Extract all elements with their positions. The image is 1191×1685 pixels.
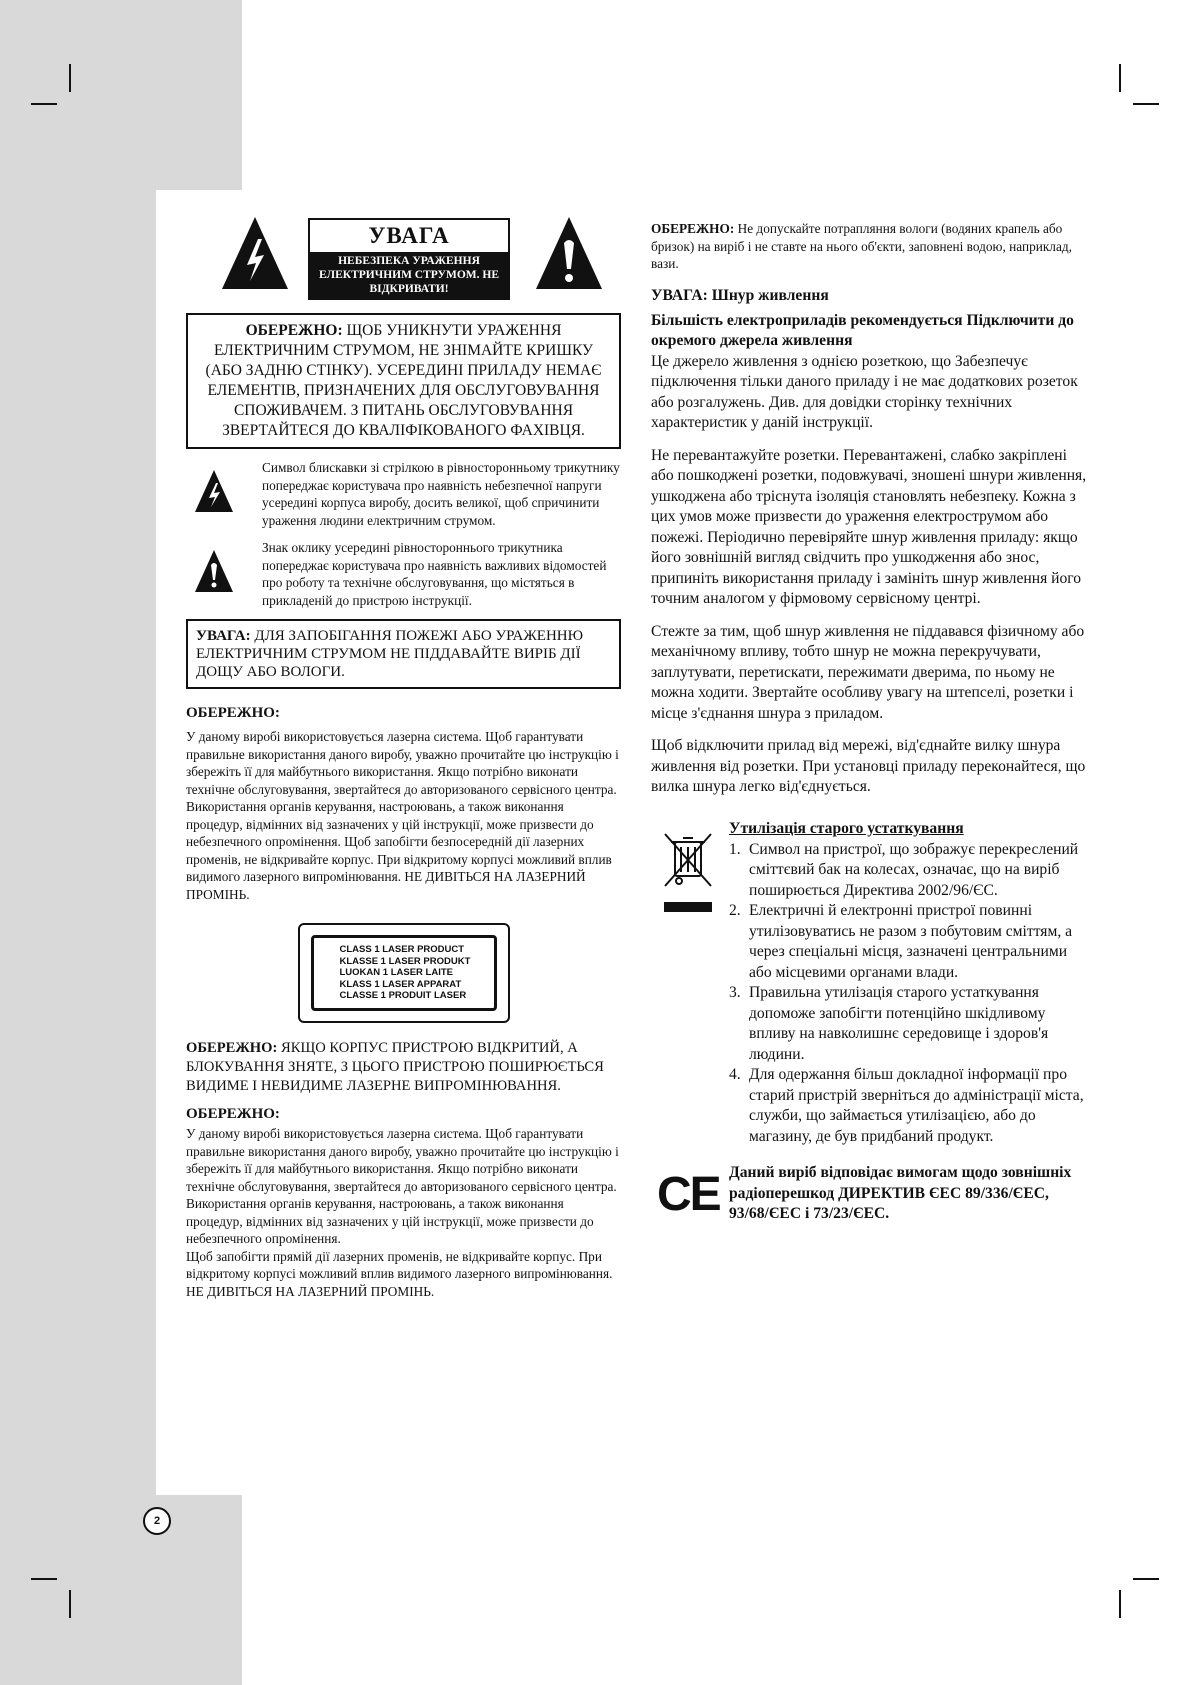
open-case-warning bbox=[186, 1039, 621, 1096]
laser-caution-2-text: У даному виробі використовується лазерна система. Щоб гарантувати правильне використання даного виробу, уважно прочитайте цю інструкцію і збережіть її для майбутнього використання. Якщо потрібно виконати технічне обслуговування, звертайтеся до авторизованого сервісного центра. Використання органів керування, настроювань, а також виконання процедур, відмінних від зазначених у цій інструкції, може призвести до небезпечного опромінення. bbox=[186, 1126, 619, 1246]
ce-text: Даний виріб відповідає вимогам щодо зовнішніх радіоперешкод ДИРЕКТИВ ЄЕС 89/336/ЄЕС, 93/68/ЄЕС і 73/23/ЄЕС. bbox=[729, 1164, 1072, 1222]
disposal-item bbox=[729, 840, 1089, 902]
moisture-text: Не допускайте потрапляння вологи (водяних крапель або бризок) на виріб і не ставте на нього об'єкти, заповнені водою, наприклад, вази. bbox=[651, 221, 1072, 271]
laser-caution-text: У даному виробі використовується лазерна система. Щоб гарантувати правильне використання даного виробу, уважно прочитайте цю інструкцію і збережіть її для майбутнього використання. Якщо потрібно виконати технічне обслуговування, звертайтеся до авторизованого сервісного центра. Використання органів керування, настроювань, а також виконання процедур, відмінних від зазначених у цій інструкції, може призвести до небезпечного опромінення. Щоб запобігти безпосередній дії лазерних променів, не відкривайте корпус. При відкритому корпусі можливий вплив видимого лазерного випромінювання. НЕ ДИВІТЬСЯ НА ЛАЗЕРНИЙ ПРОМІНЬ. bbox=[186, 729, 619, 902]
laser-caution-2 bbox=[186, 1106, 621, 1300]
lightning-triangle-icon bbox=[220, 215, 290, 291]
open-case-text: ЯКЩО КОРПУС ПРИСТРОЮ ВІДКРИТИЙ, А БЛОКУВАННЯ ЗНЯТЕ, З ЦЬОГО ПРИСТРОЮ ПОШИРЮЄТЬСЯ ВИДИМЕ І НЕВИДИМЕ ЛАЗЕРНЕ ВИПРОМІНЮВАННЯ. bbox=[186, 1040, 604, 1094]
crop-mark bbox=[1119, 64, 1121, 92]
power-paragraph-2: Не перевантажуйте розетки. Перевантажені, слабко закріплені або пошкоджені розетки, подовжувачі, зношені шнури живлення, ушкоджена або тріснута ізоляція становлять небезпеку. Кожна з цих умов може призвести до ураження електрострумом або пожежі. Періодично перевіряйте шнур живлення приладу: якщо його зовнішній вигляд свідчить про ушкодження або знос, припиніть використання приладу і замініть шнур живлення його точним аналогом у фірмовому сервісному центрі. bbox=[651, 446, 1087, 607]
laser-label-line: LUOKAN 1 LASER LAITE bbox=[339, 967, 453, 979]
crop-mark bbox=[31, 1578, 57, 1580]
fire-lead: УВАГА: bbox=[196, 628, 251, 644]
disposal-item-text: Електричні й електронні пристрої повинні утилізовуватись не разом з побутовим сміттям, а через спеціальні місця, зазначені центральними або місцевими органами влади. bbox=[749, 902, 1073, 981]
warning-box bbox=[308, 218, 510, 300]
lightning-small-icon bbox=[194, 469, 234, 513]
disposal-item-number: 4. bbox=[729, 1066, 741, 1083]
laser-class-label bbox=[298, 923, 510, 1023]
warning-subtitle: НЕБЕЗПЕКА УРАЖЕННЯ ЕЛЕКТРИЧНИМ СТРУМОМ. НЕ ВІДКРИВАТИ! bbox=[319, 255, 499, 295]
disposal-section bbox=[651, 820, 1089, 1148]
moisture-lead: ОБЕРЕЖНО: bbox=[651, 221, 735, 236]
disposal-heading: Утилізація старого устаткування bbox=[729, 819, 964, 837]
disposal-item-number: 2. bbox=[729, 902, 741, 919]
laser-caution-heading: ОБЕРЕЖНО: bbox=[186, 705, 280, 721]
crossed-bin-icon bbox=[661, 830, 715, 918]
disposal-item-text: Для одержання більш докладної інформації про старий пристрій зверніться до адміністрації міста, служби, що займається утилізацією, або до магазину, де був придбаний продукт. bbox=[749, 1066, 1084, 1145]
open-case-lead: ОБЕРЕЖНО: bbox=[186, 1040, 278, 1056]
lightning-note-text: Символ блискавки зі стрілкою в рівносторонньому трикутнику попереджає користувача про наявність небезпечної напруги усередині корпуса виробу, досить великої, щоб спричинити ураження людини електричним струмом. bbox=[262, 460, 620, 528]
fire-text: ДЛЯ ЗАПОБІГАННЯ ПОЖЕЖІ АБО УРАЖЕННЮ ЕЛЕКТРИЧНИМ СТРУМОМ НЕ ПІДДАВАЙТЕ ВИРІБ ДІЇ ДОЩУ АБО ВОЛОГИ. bbox=[196, 628, 584, 680]
exclamation-triangle-icon bbox=[534, 215, 604, 291]
disposal-list bbox=[729, 840, 1089, 1148]
crop-mark bbox=[31, 103, 57, 105]
laser-label-line: CLASS 1 LASER PRODUCT bbox=[339, 944, 465, 956]
caution-lead: ОБЕРЕЖНО: bbox=[245, 322, 343, 339]
left-column bbox=[186, 215, 621, 1300]
lightning-symbol-note bbox=[186, 459, 621, 529]
laser-caution-2-text-2: Щоб запобігти прямій дії лазерних променів, не відкривайте корпус. При відкритому корпусі можливий вплив видимого лазерного випромінювання. НЕ ДИВІТЬСЯ НА ЛАЗЕРНИЙ ПРОМІНЬ. bbox=[186, 1248, 613, 1299]
power-paragraph-1: Це джерело живлення з однією розеткою, що Забезпечує підключення тільки даного приладу і не має додаткових розеток або розгалужень. Див. для довідки сторінку технічних характеристик у даній інструкції. bbox=[651, 352, 1078, 431]
shock-caution-box bbox=[186, 313, 621, 449]
disposal-item-text: Символ на пристрої, що зображує перекреслений сміттєвий бак на колесах, означає, що на виріб поширюється Директива 2002/96/ЄС. bbox=[749, 840, 1079, 899]
caution-text: ЩОБ УНИКНУТИ УРАЖЕННЯ ЕЛЕКТРИЧНИМ СТРУМОМ, НЕ ЗНІМАЙТЕ КРИШКУ (АБО ЗАДНЮ СТІНКУ). УСЕРЕДИНІ ПРИЛАДУ НЕМАЄ ЕЛЕМЕНТІВ, ПРИЗНАЧЕНИХ ДЛЯ ОБСЛУГОВУВАННЯ СПОЖИВАЧЕМ. З ПИТАНЬ ОБСЛУГОВУВАННЯ ЗВЕРТАЙТЕСЯ ДО КВАЛІФІКОВАНОГО ФАХІВЦЯ. bbox=[205, 322, 602, 439]
power-bold-text: Більшість електроприладів рекомендується Підключити до окремого джерела живлення bbox=[651, 311, 1074, 349]
crop-mark bbox=[69, 64, 71, 92]
exclamation-small-icon bbox=[194, 549, 234, 593]
crop-mark bbox=[1133, 103, 1159, 105]
crop-mark bbox=[1119, 1590, 1121, 1618]
laser-label-line: KLASSE 1 LASER PRODUKT bbox=[339, 955, 471, 967]
power-paragraph-3: Стежте за тим, щоб шнур живлення не піддавався фізичному або механічному впливу, тобто шнур не можна перекручувати, заплутувати, перетискати, пережимати дверима, по ньому не можна ходити. Звертайте особливу увагу на штепселі, розетки і місце з'єднання шнура з приладом. bbox=[651, 622, 1085, 722]
disposal-item-number: 3. bbox=[729, 984, 741, 1001]
crop-mark bbox=[69, 1590, 71, 1618]
laser-label-line: CLASSE 1 PRODUIT LASER bbox=[339, 990, 467, 1002]
right-column bbox=[651, 220, 1089, 1225]
power-paragraph-4: Щоб відключити прилад від мережі, від'єднайте вилку шнура живлення від розетки. При установці приладу переконайтеся, що вилка шнура легко від'єднується. bbox=[651, 737, 1086, 795]
exclamation-symbol-note bbox=[186, 539, 621, 609]
power-cord-heading: УВАГА: Шнур живлення bbox=[651, 286, 829, 304]
warning-title: УВАГА bbox=[310, 220, 508, 252]
laser-caution-2-heading: ОБЕРЕЖНО: bbox=[186, 1106, 280, 1122]
disposal-item bbox=[729, 901, 1089, 983]
crop-mark bbox=[1133, 1578, 1159, 1580]
ce-mark-icon: CE bbox=[657, 1168, 720, 1221]
disposal-item-number: 1. bbox=[729, 840, 741, 858]
laser-label-line: KLASS 1 LASER APPARAT bbox=[339, 978, 462, 990]
exclamation-note-text: Знак оклику усередині рівностороннього трикутника попереджає користувача про наявність важливих відомостей про роботу та технічне обслуговування, що містяться в прикладеній до пристрою інструкції. bbox=[262, 540, 607, 608]
disposal-item bbox=[729, 983, 1089, 1065]
disposal-item-text: Правильна утилізація старого устаткування допоможе запобігти потенційно шкідливому впливу на навколишнє середовище і здоров'я людини. bbox=[749, 984, 1049, 1063]
laser-caution-1 bbox=[186, 705, 621, 903]
warning-header bbox=[196, 215, 621, 305]
fire-warning-box bbox=[186, 619, 621, 689]
ce-compliance bbox=[651, 1163, 1089, 1225]
page-number: 2 bbox=[143, 1507, 171, 1535]
moisture-caution bbox=[651, 220, 1089, 273]
disposal-item bbox=[729, 1065, 1089, 1147]
laser-label-inner bbox=[311, 935, 497, 1011]
